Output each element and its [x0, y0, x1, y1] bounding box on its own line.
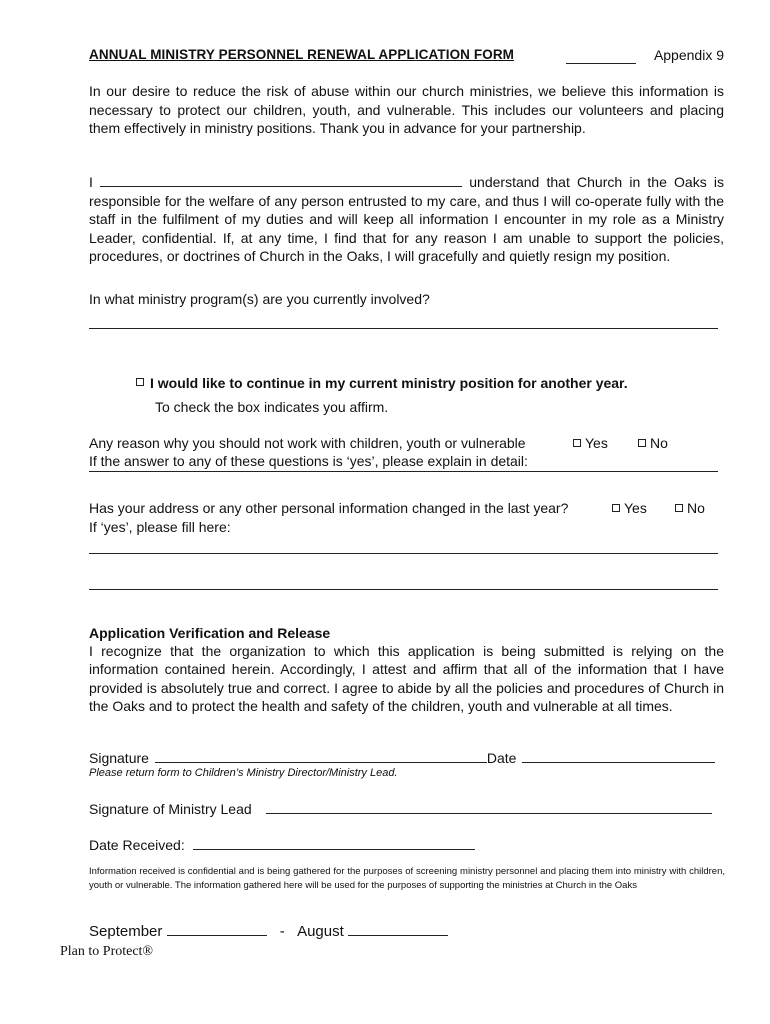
reason-question-row [89, 434, 729, 452]
period-start-label: September [89, 923, 163, 940]
address-question: Has your address or any other personal information changed in the last year? [89, 500, 569, 516]
period-separator: - [279, 923, 285, 940]
statement-prefix: I [89, 174, 93, 190]
program-question: In what ministry program(s) are you currently involved? [89, 291, 430, 307]
address-question-row [89, 499, 729, 517]
period-row [89, 923, 448, 941]
signature-label: Signature [89, 750, 149, 766]
reason-followup: If the answer to any of these questions is ‘yes’, please explain in detail: [89, 453, 528, 469]
address-no-option[interactable] [675, 499, 705, 517]
lead-signature-label: Signature of Ministry Lead [89, 801, 252, 817]
continue-label: I would like to continue in my current ministry position for another year. [150, 375, 628, 391]
reason-yes-option[interactable] [573, 434, 608, 452]
address-yes-checkbox[interactable] [612, 504, 620, 512]
reason-yes-checkbox[interactable] [573, 439, 581, 447]
date-received-row [89, 836, 475, 854]
signature-field[interactable] [155, 750, 487, 763]
continue-checkbox[interactable] [136, 378, 144, 386]
address-answer-field-1[interactable] [89, 553, 718, 554]
date-label: Date [486, 750, 517, 766]
lead-signature-field[interactable] [266, 801, 712, 814]
period-end-label: August [297, 923, 344, 940]
continue-note: To check the box indicates you affirm. [155, 399, 389, 415]
header [89, 47, 724, 67]
address-no-checkbox[interactable] [675, 504, 683, 512]
reason-question: Any reason why you should not work with children, youth or vulnerable [89, 435, 526, 451]
name-field[interactable] [100, 174, 462, 187]
form-title: ANNUAL MINISTRY PERSONNEL RENEWAL APPLICATION FORM [89, 47, 515, 62]
reason-yes-label: Yes [585, 435, 608, 451]
address-followup: If ‘yes’, please fill here: [89, 519, 231, 535]
period-end-field[interactable] [348, 923, 448, 936]
period-start-field[interactable] [167, 923, 267, 936]
statement-text: understand that Church in the Oaks is responsible for the welfare of any person entrusted to my care, and thus I will co-operate fully with the staff in the fulfilment of my duties and will keep all information I encounter in my role as a Ministry Leader, confidential. If, at any time, I find that for any reason I am unable to support the policies, procedures, or doctrines of Church in the Oaks, I will gracefully and quietly resign my position. [89, 174, 725, 264]
date-received-label: Date Received: [89, 837, 185, 853]
reason-no-label: No [650, 435, 668, 451]
reason-answer-field[interactable] [89, 471, 718, 472]
signature-row [89, 749, 715, 767]
title-underline [566, 63, 636, 64]
return-note: Please return form to Children’s Ministry Director/Ministry Lead. [89, 767, 398, 779]
reason-no-option[interactable] [638, 434, 668, 452]
appendix-label: Appendix 9 [653, 47, 724, 63]
statement-paragraph [89, 173, 724, 266]
date-field[interactable] [522, 750, 715, 763]
intro-paragraph: In our desire to reduce the risk of abuse within our church ministries, we believe this information is necessary to protect our children, youth, and vulnerable. This includes our volunteers and placing them effectively in ministry positions. Thank you in advance for your partnership. [89, 83, 724, 136]
lead-signature-row [89, 800, 712, 818]
footer-brand: Plan to Protect® [60, 944, 154, 959]
reason-no-checkbox[interactable] [638, 439, 646, 447]
verification-paragraph: I recognize that the organization to which this application is being submitted is relying on the information contained herein. Accordingly, I attest and affirm that all of the information that I have provided is absolutely true and correct. I agree to abide by all the policies and procedures of Church in the Oaks and to protect the health and safety of the children, youth and vulnerable at all times. [89, 643, 724, 714]
continue-row [136, 374, 628, 392]
verification-heading: Application Verification and Release [89, 625, 331, 641]
program-answer-field[interactable] [89, 328, 718, 329]
address-yes-option[interactable] [612, 499, 647, 517]
address-no-label: No [687, 500, 705, 516]
address-answer-field-2[interactable] [89, 589, 718, 590]
date-received-field[interactable] [193, 837, 475, 850]
address-yes-label: Yes [624, 500, 647, 516]
confidential-note: Information received is confidential and is being gathered for the purposes of screening ministry personnel and placing them into ministry with children, youth or vulnerable. The information gathered here will be used for the purposes of supporting the ministries at Church in the Oaks [89, 866, 725, 891]
